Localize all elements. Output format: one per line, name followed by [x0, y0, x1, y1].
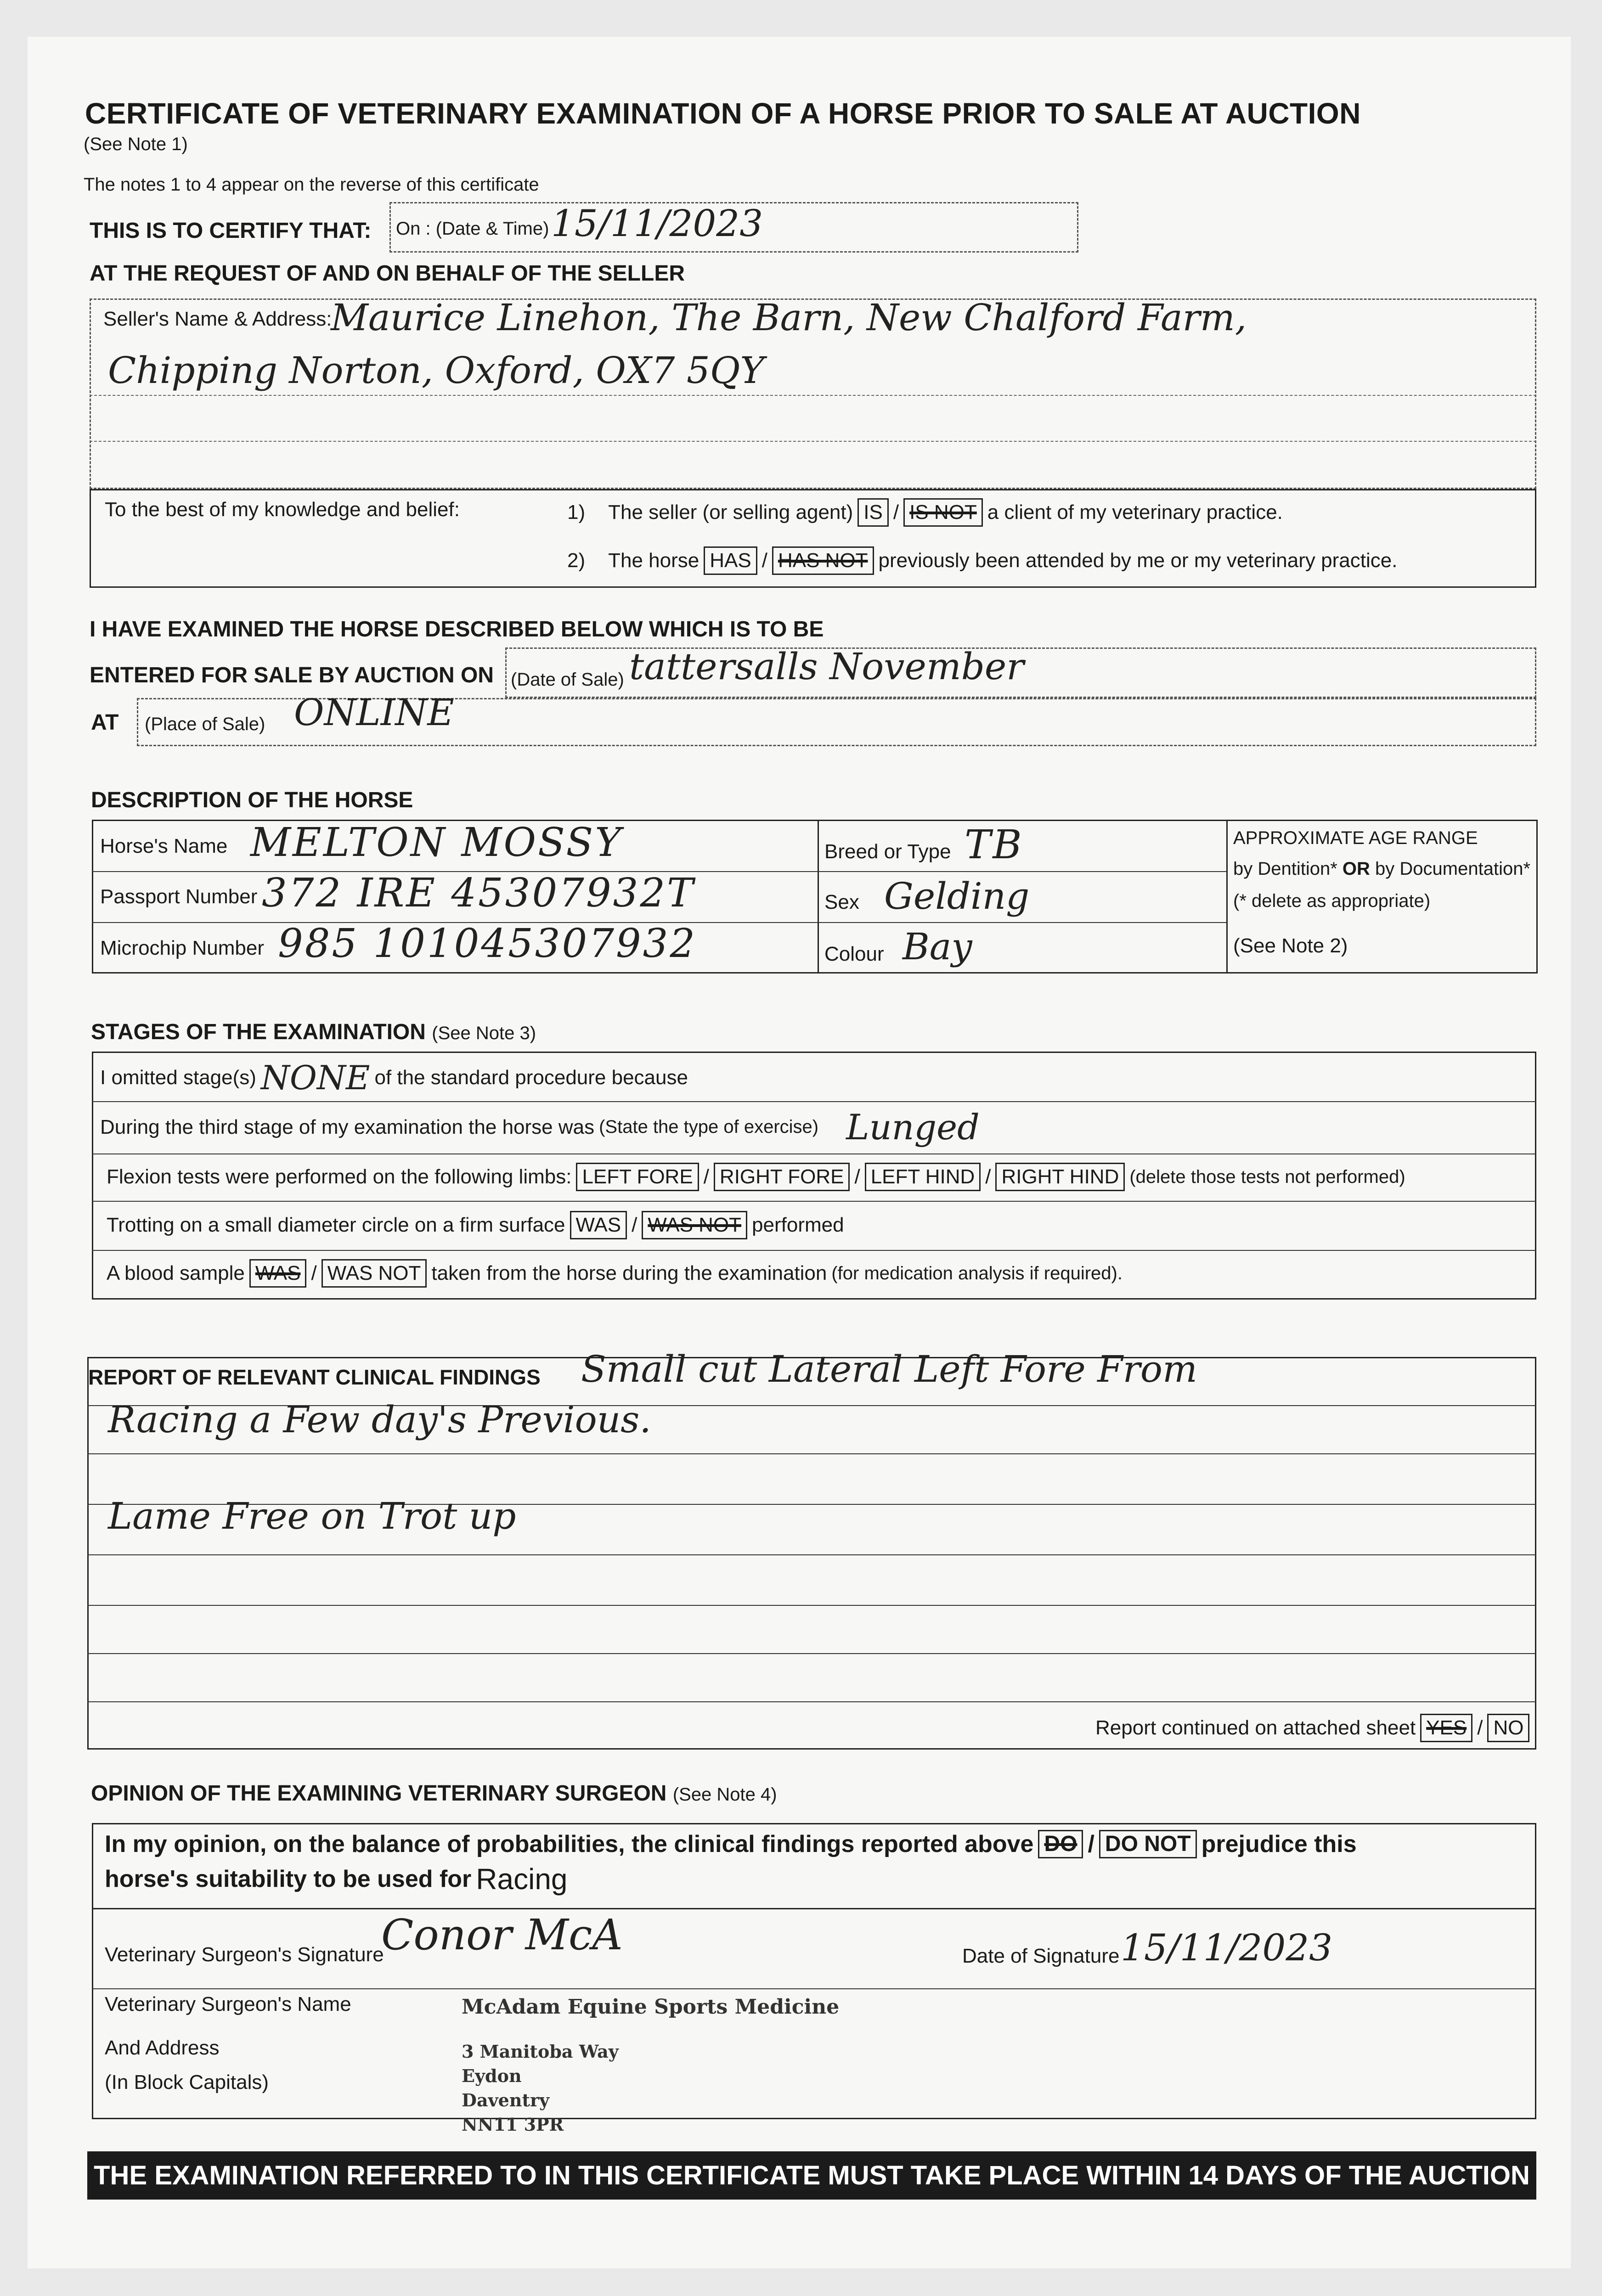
- separator: /: [1477, 1716, 1483, 1739]
- opinion-heading-note: (See Note 4): [672, 1784, 777, 1805]
- knowledge-item-1-text: The seller (or selling agent): [608, 501, 853, 523]
- signature-label: Veterinary Surgeon's Signature: [105, 1943, 384, 1966]
- sale-place-label: (Place of Sale): [145, 714, 265, 734]
- stages-heading: [91, 1019, 536, 1045]
- knowledge-item-1: [567, 498, 1283, 527]
- knowledge-item-2: [567, 546, 1397, 575]
- colour-value[interactable]: Bay: [903, 925, 972, 968]
- knowledge-item-2-end: previously been attended by me or my veterinary practice.: [878, 549, 1398, 572]
- opinion-text: In my opinion, on the balance of probabilities, the clinical findings reported above: [105, 1831, 1034, 1857]
- flexion-left-hind[interactable]: LEFT HIND: [865, 1163, 981, 1191]
- report-line-1[interactable]: Small cut Lateral Left Fore From: [581, 1348, 1197, 1390]
- address-label-2: (In Block Capitals): [105, 2071, 269, 2093]
- address-line-4[interactable]: NN11 3PR: [462, 2114, 564, 2135]
- blood-was-option[interactable]: WAS: [249, 1259, 307, 1288]
- knowledge-item-2-num: 2): [567, 549, 586, 572]
- seller-label: Seller's Name & Address:: [103, 308, 332, 330]
- report-continued-yes[interactable]: YES: [1420, 1714, 1472, 1742]
- trot-was-option[interactable]: WAS: [570, 1211, 627, 1239]
- microchip-label: Microchip Number: [100, 937, 264, 959]
- breed-value[interactable]: TB: [965, 822, 1024, 868]
- microchip-value[interactable]: 985 101045307932: [278, 921, 697, 967]
- report-rule-7: [87, 1701, 1536, 1702]
- report-line-3[interactable]: Lame Free on Trot up: [108, 1495, 516, 1537]
- age-by-dentition[interactable]: by Dentition*: [1233, 859, 1337, 879]
- stages-rule-3: [92, 1201, 1536, 1202]
- knowledge-item-1-num: 1): [567, 501, 586, 523]
- report-rule-2: [87, 1453, 1536, 1454]
- age-delete-note: (* delete as appropriate): [1233, 891, 1431, 911]
- seller-line-2[interactable]: Chipping Norton, Oxford, OX7 5QY: [108, 349, 765, 392]
- surgeon-name-label: Veterinary Surgeon's Name: [105, 1993, 351, 2015]
- has-option[interactable]: HAS: [704, 546, 757, 575]
- blood-row: [107, 1259, 1123, 1288]
- request-label: AT THE REQUEST OF AND ON BEHALF OF THE SELLER: [90, 261, 685, 286]
- certificate-title: CERTIFICATE OF VETERINARY EXAMINATION OF A HORSE PRIOR TO SALE AT AUCTION: [85, 97, 1361, 130]
- trot-text-end: performed: [752, 1214, 844, 1236]
- colour-label: Colour: [824, 943, 884, 965]
- omitted-text-end: of the standard procedure because: [374, 1066, 688, 1089]
- report-heading: REPORT OF RELEVANT CLINICAL FINDINGS: [88, 1365, 541, 1389]
- opinion-use-text: horse's suitability to be used for: [105, 1866, 472, 1892]
- passport-value[interactable]: 372 IRE 45307932T: [262, 870, 695, 916]
- report-rule-5: [87, 1605, 1536, 1606]
- stages-rule-4: [92, 1250, 1536, 1251]
- is-not-option[interactable]: IS NOT: [903, 498, 983, 527]
- horse-name-label: Horse's Name: [100, 835, 228, 857]
- signature-image: Conor McA: [381, 1910, 623, 1959]
- opinion-heading-text: OPINION OF THE EXAMINING VETERINARY SURGEON: [91, 1781, 667, 1806]
- trot-row: [107, 1211, 844, 1239]
- opinion-use-row: [105, 1862, 568, 1896]
- age-range-options: [1233, 859, 1530, 879]
- flexion-text: Flexion tests were performed on the following limbs:: [107, 1165, 572, 1188]
- age-range-title: APPROXIMATE AGE RANGE: [1233, 828, 1478, 848]
- separator: /: [632, 1214, 637, 1236]
- knowledge-item-2-text: The horse: [608, 549, 699, 572]
- address-line-1[interactable]: 3 Manitoba Way: [462, 2041, 619, 2062]
- separator: /: [893, 501, 899, 523]
- opinion-rule-2: [92, 1988, 1536, 1989]
- sale-heading-1: I HAVE EXAMINED THE HORSE DESCRIBED BELOW WHICH IS TO BE: [90, 617, 824, 642]
- notes-line: The notes 1 to 4 appear on the reverse of this certificate: [84, 174, 539, 195]
- sale-at-label: AT: [91, 710, 119, 735]
- separator: /: [1088, 1831, 1094, 1857]
- report-continued-no[interactable]: NO: [1487, 1714, 1529, 1742]
- surgeon-name-value[interactable]: McAdam Equine Sports Medicine: [462, 1995, 840, 2019]
- stages-rule-1: [92, 1101, 1536, 1102]
- breed-label: Breed or Type: [824, 840, 951, 863]
- flexion-row: [107, 1163, 1405, 1191]
- passport-label: Passport Number: [100, 885, 258, 908]
- seller-rule-1: [90, 395, 1536, 396]
- seller-rule-2: [90, 441, 1536, 442]
- description-divider-1: [818, 820, 819, 974]
- sex-label: Sex: [824, 891, 859, 913]
- seller-line-1[interactable]: Maurice Linehon, The Barn, New Chalford Farm,: [331, 296, 1247, 339]
- blood-note: (for medication analysis if required).: [831, 1263, 1123, 1283]
- knowledge-label: To the best of my knowledge and belief:: [105, 498, 460, 521]
- age-by-documentation[interactable]: by Documentation*: [1375, 859, 1531, 879]
- sale-heading-2: ENTERED FOR SALE BY AUCTION ON: [90, 663, 494, 687]
- address-line-3[interactable]: Daventry: [462, 2090, 550, 2110]
- flexion-note: (delete those tests not performed): [1129, 1166, 1405, 1187]
- omitted-row: [100, 1058, 688, 1097]
- address-label-1: And Address: [105, 2037, 220, 2059]
- separator: /: [854, 1165, 860, 1188]
- report-line-2[interactable]: Racing a Few day's Previous.: [108, 1398, 651, 1441]
- flexion-right-hind[interactable]: RIGHT HIND: [995, 1163, 1125, 1191]
- sale-date-value: tattersalls November: [629, 645, 1024, 688]
- opinion-heading: [91, 1781, 777, 1806]
- report-rule-6: [87, 1653, 1536, 1654]
- signature-date-value[interactable]: 15/11/2023: [1121, 1926, 1333, 1969]
- address-line-2[interactable]: Eydon: [462, 2065, 522, 2086]
- horse-name-value[interactable]: MELTON MOSSY: [250, 820, 623, 866]
- opinion-rule-1: [92, 1908, 1536, 1909]
- report-rule-4: [87, 1554, 1536, 1555]
- flexion-right-fore[interactable]: RIGHT FORE: [714, 1163, 850, 1191]
- separator: /: [703, 1165, 709, 1188]
- opinion-do-not-option[interactable]: DO NOT: [1099, 1830, 1197, 1858]
- stages-heading-text: STAGES OF THE EXAMINATION: [91, 1020, 426, 1044]
- third-stage-note: (State the type of exercise): [599, 1117, 819, 1137]
- is-option[interactable]: IS: [857, 498, 889, 527]
- separator: /: [985, 1165, 991, 1188]
- third-stage-value[interactable]: Lunged: [846, 1107, 980, 1148]
- opinion-do-option[interactable]: DO: [1038, 1830, 1083, 1858]
- report-continued-row: [1095, 1714, 1529, 1742]
- omitted-text: I omitted stage(s): [100, 1066, 256, 1089]
- sale-date-label: (Date of Sale): [511, 670, 624, 690]
- stages-heading-note: (See Note 3): [432, 1023, 536, 1043]
- omitted-value[interactable]: NONE: [260, 1058, 370, 1097]
- age-or: OR: [1342, 859, 1370, 879]
- signature-date-label: Date of Signature: [962, 1945, 1120, 1967]
- opinion-statement: [105, 1830, 1357, 1858]
- separator: /: [311, 1262, 317, 1284]
- description-heading: DESCRIPTION OF THE HORSE: [91, 788, 413, 812]
- knowledge-item-1-end: a client of my veterinary practice.: [987, 501, 1283, 523]
- third-stage-row: [100, 1107, 980, 1148]
- opinion-use-value[interactable]: Racing: [476, 1863, 568, 1896]
- sale-place-value: ONLINE: [294, 691, 454, 734]
- footer-banner: THE EXAMINATION REFERRED TO IN THIS CERTIFICATE MUST TAKE PLACE WITHIN 14 DAYS OF THE AUCTION: [87, 2151, 1536, 2200]
- flexion-left-fore[interactable]: LEFT FORE: [576, 1163, 699, 1191]
- separator: /: [762, 549, 767, 572]
- trot-text: Trotting on a small diameter circle on a firm surface: [107, 1214, 565, 1236]
- opinion-text-end: prejudice this: [1201, 1831, 1357, 1857]
- blood-text: A blood sample: [107, 1262, 245, 1284]
- blood-was-not-option[interactable]: WAS NOT: [322, 1259, 427, 1288]
- third-stage-text: During the third stage of my examination the horse was: [100, 1115, 595, 1138]
- report-continued-label: Report continued on attached sheet: [1095, 1716, 1416, 1739]
- description-divider-2: [1226, 820, 1228, 974]
- age-see-note: (See Note 2): [1233, 934, 1348, 957]
- certify-date-label: On : (Date & Time): [396, 219, 549, 239]
- certify-date-value: 15/11/2023: [551, 202, 763, 245]
- trot-was-not-option[interactable]: WAS NOT: [642, 1211, 747, 1239]
- blood-text-end: taken from the horse during the examination: [431, 1262, 827, 1284]
- has-not-option[interactable]: HAS NOT: [772, 546, 874, 575]
- see-note-1: (See Note 1): [84, 134, 188, 154]
- sex-value[interactable]: Gelding: [884, 875, 1030, 917]
- certify-label: THIS IS TO CERTIFY THAT:: [90, 219, 372, 243]
